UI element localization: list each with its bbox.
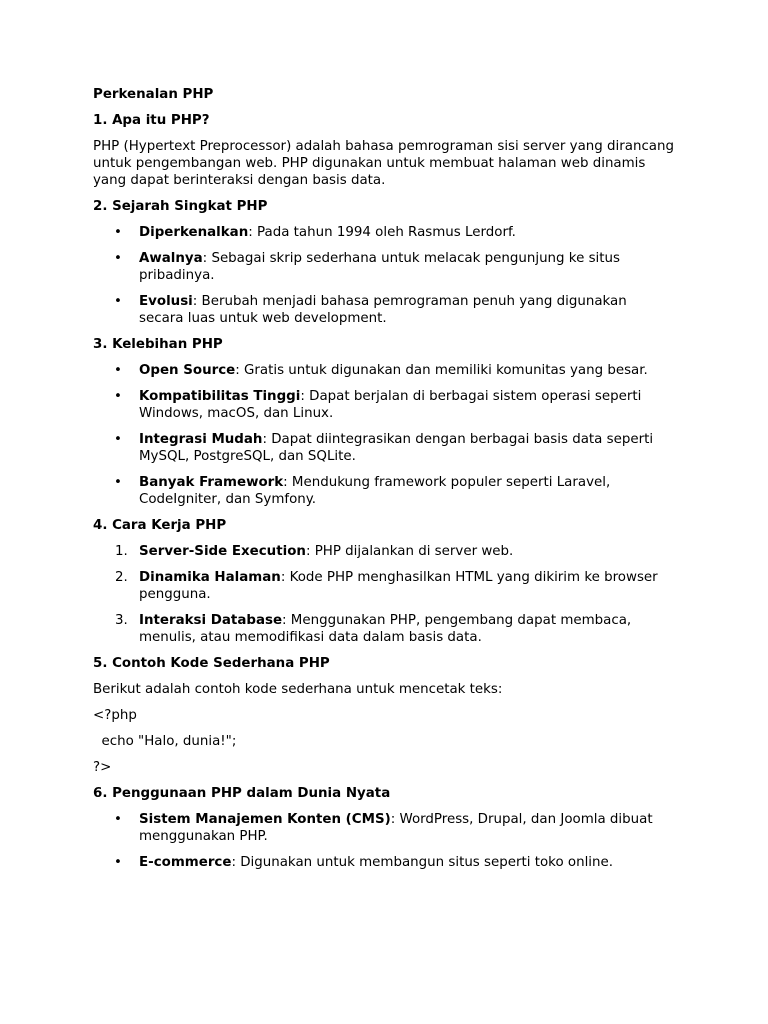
list-item (93, 224, 674, 241)
item-term: Awalnya (139, 251, 203, 266)
number-marker: 2. (115, 570, 128, 585)
item-text: : Pada tahun 1994 oleh Rasmus Lerdorf. (248, 225, 516, 240)
bullet-marker: • (114, 363, 122, 378)
item-text: : Digunakan untuk membangun situs seperti toko online. (231, 855, 613, 870)
list-item (93, 811, 674, 845)
list-item (93, 612, 674, 646)
item-text: : Dapat diintegrasikan dengan berbagai basis data seperti MySQL, PostgreSQL, dan SQLite. (139, 432, 654, 464)
section-heading-6: 6. Penggunaan PHP dalam Dunia Nyata (93, 786, 391, 801)
number-marker: 1. (115, 544, 128, 559)
section-6-list (93, 811, 674, 871)
item-text: : Kode PHP menghasilkan HTML yang dikirim ke browser pengguna. (139, 570, 658, 602)
list-item (93, 569, 674, 603)
code-line-2: echo "Halo, dunia!"; (93, 734, 237, 749)
code-line-3: ?> (93, 760, 112, 775)
document-title: Perkenalan PHP (93, 87, 214, 102)
bullet-marker: • (114, 855, 122, 870)
item-term: Kompatibilitas Tinggi (139, 389, 301, 404)
bullet-marker: • (114, 432, 122, 447)
section-3-list (93, 362, 674, 508)
item-term: Server-Side Execution (139, 544, 306, 559)
section-heading-3: 3. Kelebihan PHP (93, 337, 223, 352)
item-text: : Dapat berjalan di berbagai sistem operasi seperti Windows, macOS, dan Linux. (139, 389, 642, 421)
section-heading-2: 2. Sejarah Singkat PHP (93, 199, 268, 214)
list-item (93, 362, 674, 379)
section-4-list (93, 543, 674, 646)
item-term: Open Source (139, 363, 236, 378)
list-item (93, 431, 674, 465)
item-term: Diperkenalkan (139, 225, 249, 240)
item-term: Integrasi Mudah (139, 432, 263, 447)
item-term: Sistem Manajemen Konten (CMS) (139, 812, 391, 827)
item-text: : Berubah menjadi bahasa pemrograman penuh yang digunakan secara luas untuk web development. (139, 294, 627, 326)
item-term: Evolusi (139, 294, 193, 309)
section-heading-5: 5. Contoh Kode Sederhana PHP (93, 656, 330, 671)
section-1-paragraph: PHP (Hypertext Preprocessor) adalah bahasa pemrograman sisi server yang dirancang untuk pengembangan web. PHP digunakan untuk membuat halaman web dinamis yang dapat berinteraksi dengan basis data. (93, 139, 674, 188)
code-line-1: <?php (93, 708, 137, 723)
section-heading-1: 1. Apa itu PHP? (93, 113, 210, 128)
list-item (93, 543, 674, 560)
bullet-marker: • (114, 225, 122, 240)
bullet-marker: • (114, 389, 122, 404)
item-text: : Gratis untuk digunakan dan memiliki komunitas yang besar. (235, 363, 648, 378)
list-item (93, 854, 674, 871)
item-text: : Menggunakan PHP, pengembang dapat membaca, menulis, atau memodifikasi data dalam basis data. (139, 613, 632, 645)
section-heading-4: 4. Cara Kerja PHP (93, 518, 227, 533)
item-text: : Sebagai skrip sederhana untuk melacak pengunjung ke situs pribadinya. (139, 251, 620, 283)
number-marker: 3. (115, 613, 128, 628)
item-text: : WordPress, Drupal, dan Joomla dibuat menggunakan PHP. (139, 812, 653, 844)
list-item (93, 388, 674, 422)
item-text: : PHP dijalankan di server web. (305, 544, 514, 559)
bullet-marker: • (114, 812, 122, 827)
bullet-marker: • (114, 251, 122, 266)
section-5-intro: Berikut adalah contoh kode sederhana untuk mencetak teks: (93, 682, 503, 697)
list-item (93, 474, 674, 508)
item-term: Interaksi Database (139, 613, 283, 628)
section-2-list (93, 224, 674, 327)
item-term: E-commerce (139, 855, 232, 870)
item-text: : Mendukung framework populer seperti Laravel, CodeIgniter, dan Symfony. (139, 475, 611, 507)
bullet-marker: • (114, 294, 122, 309)
item-term: Dinamika Halaman (139, 570, 281, 585)
bullet-marker: • (114, 475, 122, 490)
list-item (93, 293, 674, 327)
item-term: Banyak Framework (139, 475, 284, 490)
list-item (93, 250, 674, 284)
